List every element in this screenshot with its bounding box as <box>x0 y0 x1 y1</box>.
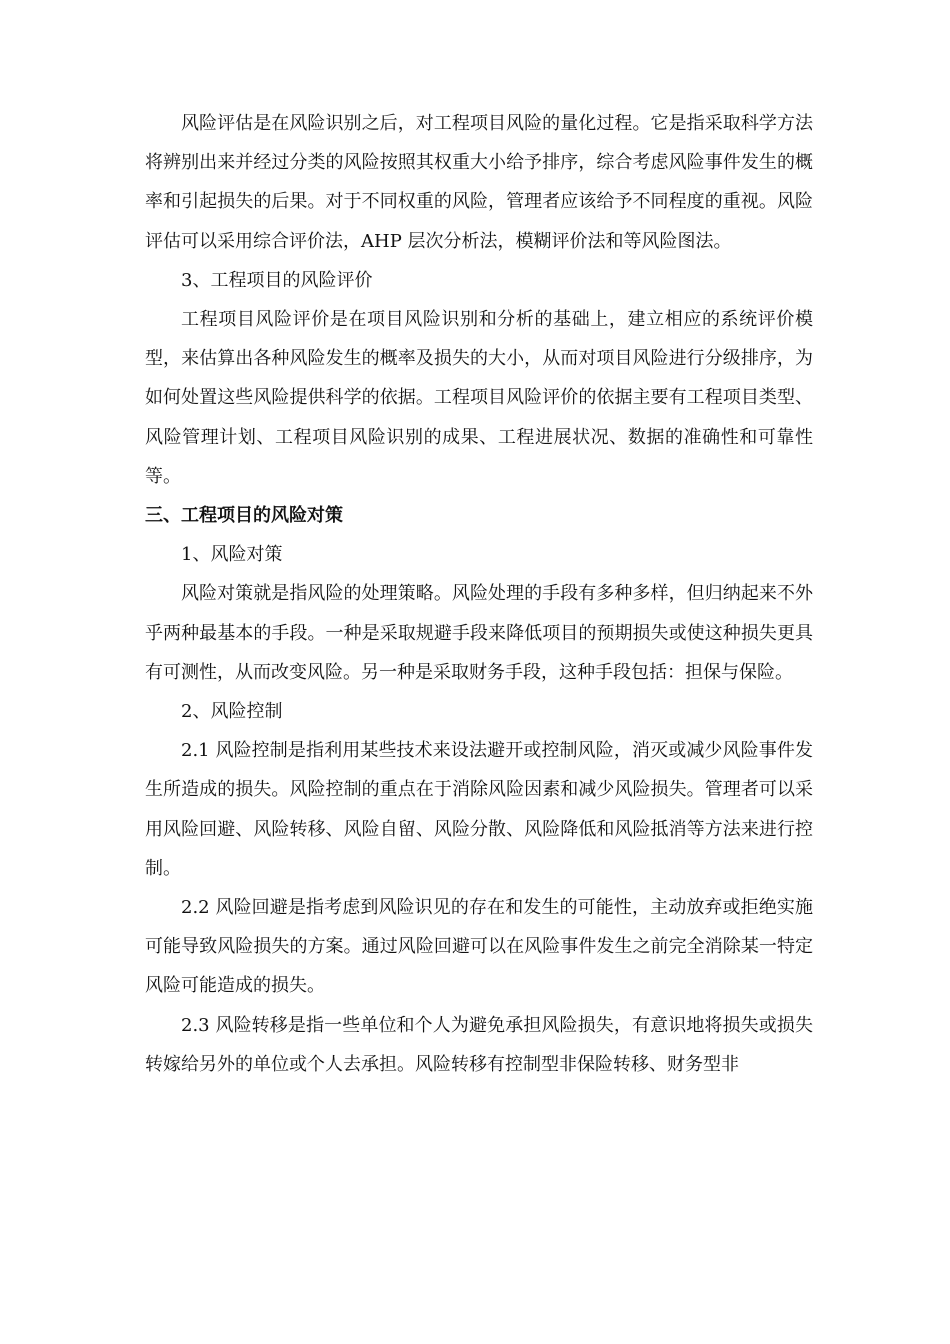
document-page <box>145 104 813 1084</box>
paragraph-risk-evaluation: 工程项目风险评价是在项目风险识别和分析的基础上，建立相应的系统评价模型，来估算出各种风险发生的概率及损失的大小，从而对项目风险进行分级排序，为如何处置这些风险提供科学的依据。工程项目风险评价的依据主要有工程项目类型、风险管理计划、工程项目风险识别的成果、工程进展状况、数据的准确性和可靠性等。 <box>145 309 813 487</box>
subheading-risk-evaluation: 3、工程项目的风险评价 <box>181 269 373 291</box>
subheading-risk-control: 2、风险控制 <box>181 701 283 723</box>
subheading-risk-countermeasures: 1、风险对策 <box>181 544 283 566</box>
paragraph-risk-control-2-1: 2.1 风险控制是指利用某些技术来设法避开或控制风险，消灭或减少风险事件发生所造成的损失。风险控制的重点在于消除风险因素和减少风险损失。管理者可以采用风险回避、风险转移、风险自留、风险分散、风险降低和风险抵消等方法来进行控制。 <box>145 740 813 879</box>
paragraph-risk-avoidance-2-2: 2.2 风险回避是指考虑到风险识见的存在和发生的可能性，主动放弃或拒绝实施可能导致风险损失的方案。通过风险回避可以在风险事件发生之前完全消除某一特定风险可能造成的损失。 <box>145 897 813 997</box>
paragraph-risk-countermeasures: 风险对策就是指风险的处理策略。风险处理的手段有多种多样，但归纳起来不外乎两种最基本的手段。一种是采取规避手段来降低项目的预期损失或使这种损失更具有可测性，从而改变风险。另一种是采取财务手段，这种手段包括：担保与保险。 <box>145 583 813 683</box>
paragraph-risk-assessment: 风险评估是在风险识别之后，对工程项目风险的量化过程。它是指采取科学方法将辨别出来并经过分类的风险按照其权重大小给予排序，综合考虑风险事件发生的概率和引起损失的后果。对于不同权重的风险，管理者应该给予不同程度的重视。风险评估可以采用综合评价法，AHP 层次分析法，模糊评价法和等风险图法。 <box>145 113 813 252</box>
paragraph-risk-transfer-2-3: 2.3 风险转移是指一些单位和个人为避免承担风险损失，有意识地将损失或损失转嫁给另外的单位或个人去承担。风险转移有控制型非保险转移、财务型非 <box>145 1014 813 1075</box>
section-heading-risk-countermeasures: 三、工程项目的风险对策 <box>145 505 343 527</box>
